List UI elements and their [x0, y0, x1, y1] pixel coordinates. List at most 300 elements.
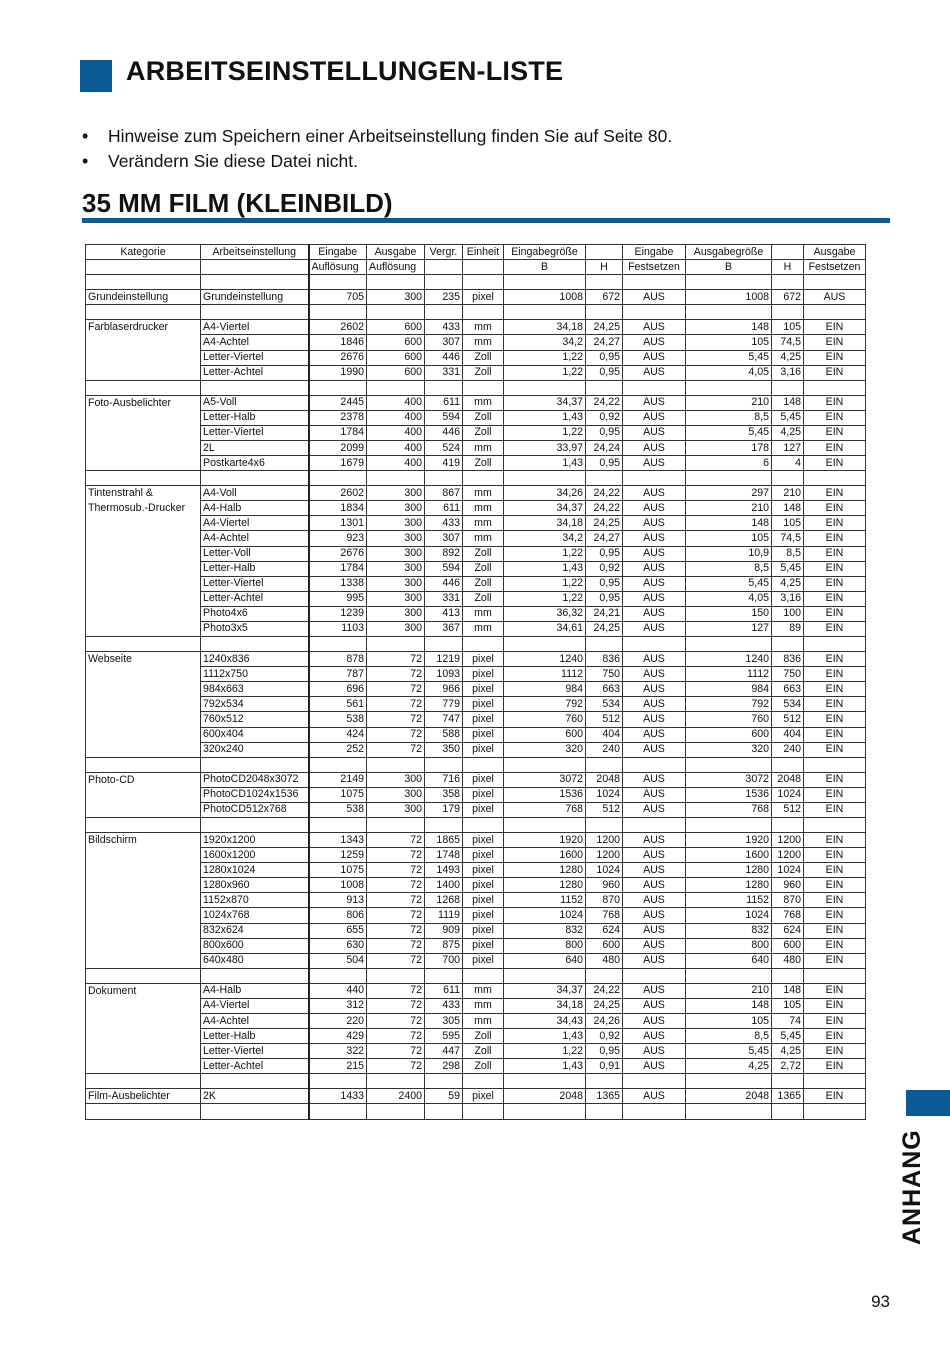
unit-cell: pixel: [463, 893, 504, 908]
input-width-cell: 1008: [504, 290, 586, 305]
spacer-cell: [201, 968, 309, 983]
setting-name-cell: Letter-Achtel: [201, 1059, 309, 1074]
input-resolution-cell: 878: [309, 652, 367, 667]
spacer-cell: [309, 471, 367, 486]
output-width-cell: 1280: [686, 878, 772, 893]
spacer-cell: [804, 1104, 866, 1119]
input-resolution-cell: 1784: [309, 561, 367, 576]
input-resolution-cell: 1075: [309, 863, 367, 878]
input-height-cell: 24,25: [586, 516, 623, 531]
input-height-cell: 24,26: [586, 1013, 623, 1028]
scale-cell: 367: [425, 621, 463, 636]
output-resolution-cell: 72: [367, 983, 425, 998]
output-height-cell: 148: [772, 501, 804, 516]
column-header: [586, 245, 623, 260]
input-resolution-cell: 1679: [309, 456, 367, 471]
input-lock-cell: AUS: [623, 425, 686, 440]
setting-name-cell: Letter-Viertel: [201, 425, 309, 440]
input-width-cell: 1920: [504, 833, 586, 848]
input-width-cell: 1112: [504, 667, 586, 682]
output-height-cell: 600: [772, 938, 804, 953]
input-resolution-cell: 2602: [309, 486, 367, 501]
spacer-cell: [772, 275, 804, 290]
table-row: [86, 893, 866, 908]
output-lock-cell: EIN: [804, 682, 866, 697]
input-height-cell: 24,22: [586, 395, 623, 410]
input-width-cell: 640: [504, 953, 586, 968]
output-width-cell: 1536: [686, 787, 772, 802]
spacer-cell: [623, 305, 686, 320]
spacer-cell: [463, 757, 504, 772]
output-lock-cell: EIN: [804, 667, 866, 682]
output-height-cell: 960: [772, 878, 804, 893]
output-height-cell: 1365: [772, 1089, 804, 1104]
spacer-cell: [586, 1074, 623, 1089]
spacer-cell: [86, 817, 201, 832]
setting-name-cell: Photo4x6: [201, 606, 309, 621]
scale-cell: 867: [425, 486, 463, 501]
spacer-cell: [86, 968, 201, 983]
input-width-cell: 34,43: [504, 1013, 586, 1028]
output-resolution-cell: 300: [367, 591, 425, 606]
input-lock-cell: AUS: [623, 712, 686, 727]
input-lock-cell: AUS: [623, 576, 686, 591]
input-lock-cell: AUS: [623, 365, 686, 380]
output-lock-cell: EIN: [804, 621, 866, 636]
input-resolution-cell: 215: [309, 1059, 367, 1074]
table-row: [86, 486, 866, 501]
scale-cell: 446: [425, 576, 463, 591]
spacer-cell: [367, 471, 425, 486]
category-cell: Film-Ausbelichter: [86, 1089, 201, 1104]
spacer-cell: [367, 968, 425, 983]
spacer-cell: [463, 275, 504, 290]
spacer-cell: [586, 275, 623, 290]
output-width-cell: 640: [686, 953, 772, 968]
scale-cell: 298: [425, 1059, 463, 1074]
input-lock-cell: AUS: [623, 652, 686, 667]
category-cell: [86, 998, 201, 1013]
input-height-cell: 672: [586, 290, 623, 305]
output-lock-cell: EIN: [804, 772, 866, 787]
spacer-cell: [463, 471, 504, 486]
setting-name-cell: Letter-Viertel: [201, 1044, 309, 1059]
output-resolution-cell: 72: [367, 923, 425, 938]
output-width-cell: 4,05: [686, 365, 772, 380]
scale-cell: 307: [425, 531, 463, 546]
output-height-cell: 105: [772, 320, 804, 335]
setting-name-cell: Letter-Halb: [201, 410, 309, 425]
output-width-cell: 105: [686, 335, 772, 350]
output-width-cell: 1008: [686, 290, 772, 305]
column-header: [463, 260, 504, 275]
output-lock-cell: EIN: [804, 998, 866, 1013]
output-width-cell: 832: [686, 923, 772, 938]
input-width-cell: 1280: [504, 878, 586, 893]
output-lock-cell: EIN: [804, 576, 866, 591]
input-resolution-cell: 1433: [309, 1089, 367, 1104]
unit-cell: mm: [463, 441, 504, 456]
scale-cell: 446: [425, 425, 463, 440]
table-row: [86, 848, 866, 863]
bullet-icon: •: [82, 126, 89, 146]
output-resolution-cell: 72: [367, 1013, 425, 1028]
spacer-cell: [686, 757, 772, 772]
unit-cell: mm: [463, 531, 504, 546]
input-lock-cell: AUS: [623, 953, 686, 968]
input-resolution-cell: 561: [309, 697, 367, 712]
spacer-cell: [425, 968, 463, 983]
category-cell: [86, 953, 201, 968]
output-width-cell: 5,45: [686, 425, 772, 440]
unit-cell: Zoll: [463, 546, 504, 561]
category-cell: [86, 456, 201, 471]
output-height-cell: 672: [772, 290, 804, 305]
table-row: [86, 546, 866, 561]
spacer-cell: [804, 1074, 866, 1089]
output-lock-cell: EIN: [804, 1059, 866, 1074]
section-divider: [82, 218, 890, 223]
input-height-cell: 0,95: [586, 350, 623, 365]
spacer-cell: [623, 380, 686, 395]
output-height-cell: 1200: [772, 848, 804, 863]
output-width-cell: 10,9: [686, 546, 772, 561]
column-header: H: [772, 260, 804, 275]
setting-name-cell: 640x480: [201, 953, 309, 968]
scale-cell: 179: [425, 802, 463, 817]
output-height-cell: 127: [772, 441, 804, 456]
input-width-cell: 34,18: [504, 320, 586, 335]
spacer-cell: [804, 757, 866, 772]
output-height-cell: 624: [772, 923, 804, 938]
note-text: Verändern Sie diese Datei nicht.: [108, 151, 359, 171]
output-resolution-cell: 600: [367, 365, 425, 380]
input-lock-cell: AUS: [623, 486, 686, 501]
unit-cell: pixel: [463, 1089, 504, 1104]
spacer-cell: [804, 968, 866, 983]
input-resolution-cell: 1343: [309, 833, 367, 848]
scale-cell: 413: [425, 606, 463, 621]
column-header: [86, 260, 201, 275]
spacer-cell: [623, 1074, 686, 1089]
spacer-cell: [504, 380, 586, 395]
table-row: [86, 395, 866, 410]
table-header-row: [86, 260, 866, 275]
spacer-row: [86, 968, 866, 983]
output-height-cell: 74,5: [772, 531, 804, 546]
column-header: Eingabe: [309, 245, 367, 260]
category-cell: [86, 1029, 201, 1044]
output-lock-cell: EIN: [804, 335, 866, 350]
column-header: Festsetzen: [623, 260, 686, 275]
settings-table: [85, 244, 866, 1120]
unit-cell: pixel: [463, 290, 504, 305]
spacer-cell: [367, 1104, 425, 1119]
spacer-cell: [86, 637, 201, 652]
unit-cell: Zoll: [463, 1059, 504, 1074]
output-height-cell: 105: [772, 516, 804, 531]
category-cell: [86, 863, 201, 878]
input-lock-cell: AUS: [623, 456, 686, 471]
input-height-cell: 404: [586, 727, 623, 742]
page-number: 93: [871, 1292, 890, 1311]
category-cell: [86, 727, 201, 742]
spacer-cell: [309, 1104, 367, 1119]
category-cell: [86, 1059, 201, 1074]
output-height-cell: 1024: [772, 787, 804, 802]
category-cell: [86, 893, 201, 908]
setting-name-cell: A4-Viertel: [201, 516, 309, 531]
category-cell: [86, 425, 201, 440]
output-resolution-cell: 400: [367, 410, 425, 425]
spacer-cell: [463, 305, 504, 320]
spacer-cell: [772, 1074, 804, 1089]
output-width-cell: 1152: [686, 893, 772, 908]
scale-cell: 594: [425, 561, 463, 576]
output-width-cell: 320: [686, 742, 772, 757]
table-row: [86, 682, 866, 697]
scale-cell: 892: [425, 546, 463, 561]
scale-cell: 358: [425, 787, 463, 802]
table-header-row: [86, 245, 866, 260]
output-height-cell: 2048: [772, 772, 804, 787]
output-lock-cell: EIN: [804, 727, 866, 742]
input-lock-cell: AUS: [623, 1044, 686, 1059]
input-resolution-cell: 2602: [309, 320, 367, 335]
spacer-cell: [772, 637, 804, 652]
bullet-icon: •: [82, 151, 89, 171]
table-row: [86, 501, 866, 516]
setting-name-cell: Letter-Halb: [201, 1029, 309, 1044]
spacer-cell: [309, 305, 367, 320]
spacer-row: [86, 275, 866, 290]
output-lock-cell: EIN: [804, 1089, 866, 1104]
output-lock-cell: EIN: [804, 878, 866, 893]
output-lock-cell: EIN: [804, 365, 866, 380]
input-height-cell: 1200: [586, 833, 623, 848]
spacer-cell: [201, 1104, 309, 1119]
output-resolution-cell: 72: [367, 712, 425, 727]
output-width-cell: 1920: [686, 833, 772, 848]
spacer-cell: [623, 968, 686, 983]
input-resolution-cell: 440: [309, 983, 367, 998]
scale-cell: 700: [425, 953, 463, 968]
scale-cell: 433: [425, 516, 463, 531]
table-row: [86, 576, 866, 591]
spacer-cell: [804, 305, 866, 320]
input-resolution-cell: 787: [309, 667, 367, 682]
input-width-cell: 34,2: [504, 335, 586, 350]
output-lock-cell: EIN: [804, 923, 866, 938]
spacer-cell: [623, 817, 686, 832]
input-width-cell: 34,18: [504, 998, 586, 1013]
output-height-cell: 4,25: [772, 350, 804, 365]
unit-cell: pixel: [463, 712, 504, 727]
output-lock-cell: EIN: [804, 395, 866, 410]
output-lock-cell: EIN: [804, 425, 866, 440]
input-width-cell: 1600: [504, 848, 586, 863]
spacer-cell: [586, 1104, 623, 1119]
spacer-cell: [586, 305, 623, 320]
output-lock-cell: EIN: [804, 953, 866, 968]
input-resolution-cell: 655: [309, 923, 367, 938]
setting-name-cell: 1024x768: [201, 908, 309, 923]
unit-cell: mm: [463, 320, 504, 335]
spacer-cell: [201, 275, 309, 290]
output-height-cell: 105: [772, 998, 804, 1013]
unit-cell: Zoll: [463, 561, 504, 576]
setting-name-cell: 800x600: [201, 938, 309, 953]
input-lock-cell: AUS: [623, 591, 686, 606]
output-width-cell: 148: [686, 516, 772, 531]
unit-cell: pixel: [463, 848, 504, 863]
output-resolution-cell: 72: [367, 667, 425, 682]
output-resolution-cell: 72: [367, 727, 425, 742]
setting-name-cell: PhotoCD1024x1536: [201, 787, 309, 802]
output-height-cell: 404: [772, 727, 804, 742]
category-cell: [86, 441, 201, 456]
output-height-cell: 1024: [772, 863, 804, 878]
output-lock-cell: EIN: [804, 742, 866, 757]
spacer-cell: [504, 637, 586, 652]
output-height-cell: 4,25: [772, 576, 804, 591]
input-width-cell: 34,18: [504, 516, 586, 531]
output-height-cell: 512: [772, 712, 804, 727]
output-height-cell: 5,45: [772, 1029, 804, 1044]
output-resolution-cell: 72: [367, 682, 425, 697]
output-height-cell: 512: [772, 802, 804, 817]
spacer-row: [86, 305, 866, 320]
spacer-cell: [463, 817, 504, 832]
input-lock-cell: AUS: [623, 983, 686, 998]
spacer-cell: [804, 817, 866, 832]
setting-name-cell: 320x240: [201, 742, 309, 757]
input-lock-cell: AUS: [623, 290, 686, 305]
input-lock-cell: AUS: [623, 350, 686, 365]
input-width-cell: 1,22: [504, 1044, 586, 1059]
table-row: [86, 1044, 866, 1059]
column-header: Vergr.: [425, 245, 463, 260]
unit-cell: pixel: [463, 802, 504, 817]
input-height-cell: 0,95: [586, 456, 623, 471]
output-resolution-cell: 600: [367, 335, 425, 350]
output-height-cell: 4: [772, 456, 804, 471]
table-row: [86, 591, 866, 606]
scale-cell: 966: [425, 682, 463, 697]
output-lock-cell: EIN: [804, 652, 866, 667]
input-lock-cell: AUS: [623, 410, 686, 425]
input-width-cell: 34,61: [504, 621, 586, 636]
table-row: [86, 1089, 866, 1104]
input-width-cell: 36,32: [504, 606, 586, 621]
spacer-cell: [425, 817, 463, 832]
output-lock-cell: EIN: [804, 938, 866, 953]
spacer-cell: [201, 471, 309, 486]
input-height-cell: 870: [586, 893, 623, 908]
input-width-cell: 34,37: [504, 501, 586, 516]
output-lock-cell: EIN: [804, 787, 866, 802]
spacer-row: [86, 1104, 866, 1119]
input-width-cell: 1,22: [504, 546, 586, 561]
table-row: [86, 441, 866, 456]
spacer-cell: [686, 1104, 772, 1119]
scale-cell: 588: [425, 727, 463, 742]
output-lock-cell: EIN: [804, 908, 866, 923]
output-width-cell: 5,45: [686, 1044, 772, 1059]
unit-cell: pixel: [463, 908, 504, 923]
output-resolution-cell: 72: [367, 1029, 425, 1044]
setting-name-cell: Letter-Halb: [201, 561, 309, 576]
unit-cell: pixel: [463, 727, 504, 742]
spacer-cell: [772, 380, 804, 395]
input-width-cell: 1536: [504, 787, 586, 802]
unit-cell: mm: [463, 998, 504, 1013]
input-height-cell: 0,95: [586, 425, 623, 440]
input-height-cell: 836: [586, 652, 623, 667]
spacer-cell: [504, 817, 586, 832]
column-header: [772, 245, 804, 260]
output-lock-cell: EIN: [804, 501, 866, 516]
output-lock-cell: EIN: [804, 863, 866, 878]
table-row: [86, 667, 866, 682]
scale-cell: 1093: [425, 667, 463, 682]
setting-name-cell: 2K: [201, 1089, 309, 1104]
input-height-cell: 24,22: [586, 501, 623, 516]
unit-cell: mm: [463, 516, 504, 531]
spacer-cell: [309, 817, 367, 832]
input-width-cell: 1,43: [504, 1059, 586, 1074]
category-cell: [86, 350, 201, 365]
input-resolution-cell: 1008: [309, 878, 367, 893]
input-lock-cell: AUS: [623, 772, 686, 787]
output-height-cell: 2,72: [772, 1059, 804, 1074]
spacer-cell: [804, 380, 866, 395]
input-lock-cell: AUS: [623, 682, 686, 697]
spacer-cell: [686, 305, 772, 320]
output-height-cell: 148: [772, 395, 804, 410]
column-header: Festsetzen: [804, 260, 866, 275]
unit-cell: pixel: [463, 863, 504, 878]
output-width-cell: 105: [686, 531, 772, 546]
output-resolution-cell: 600: [367, 320, 425, 335]
spacer-cell: [804, 637, 866, 652]
unit-cell: Zoll: [463, 425, 504, 440]
table-row: [86, 516, 866, 531]
input-height-cell: 1024: [586, 863, 623, 878]
input-resolution-cell: 705: [309, 290, 367, 305]
input-lock-cell: AUS: [623, 863, 686, 878]
unit-cell: pixel: [463, 953, 504, 968]
unit-cell: pixel: [463, 938, 504, 953]
table-row: [86, 983, 866, 998]
input-lock-cell: AUS: [623, 395, 686, 410]
output-lock-cell: EIN: [804, 712, 866, 727]
table-row: [86, 727, 866, 742]
input-height-cell: 0,95: [586, 591, 623, 606]
spacer-cell: [504, 968, 586, 983]
spacer-cell: [367, 637, 425, 652]
spacer-cell: [504, 757, 586, 772]
spacer-cell: [425, 275, 463, 290]
spacer-cell: [309, 275, 367, 290]
setting-name-cell: Letter-Viertel: [201, 576, 309, 591]
scale-cell: 331: [425, 365, 463, 380]
spacer-cell: [586, 380, 623, 395]
category-cell: [86, 682, 201, 697]
column-header: Eingabe: [623, 245, 686, 260]
category-cell: [86, 787, 201, 802]
scale-cell: 433: [425, 998, 463, 1013]
